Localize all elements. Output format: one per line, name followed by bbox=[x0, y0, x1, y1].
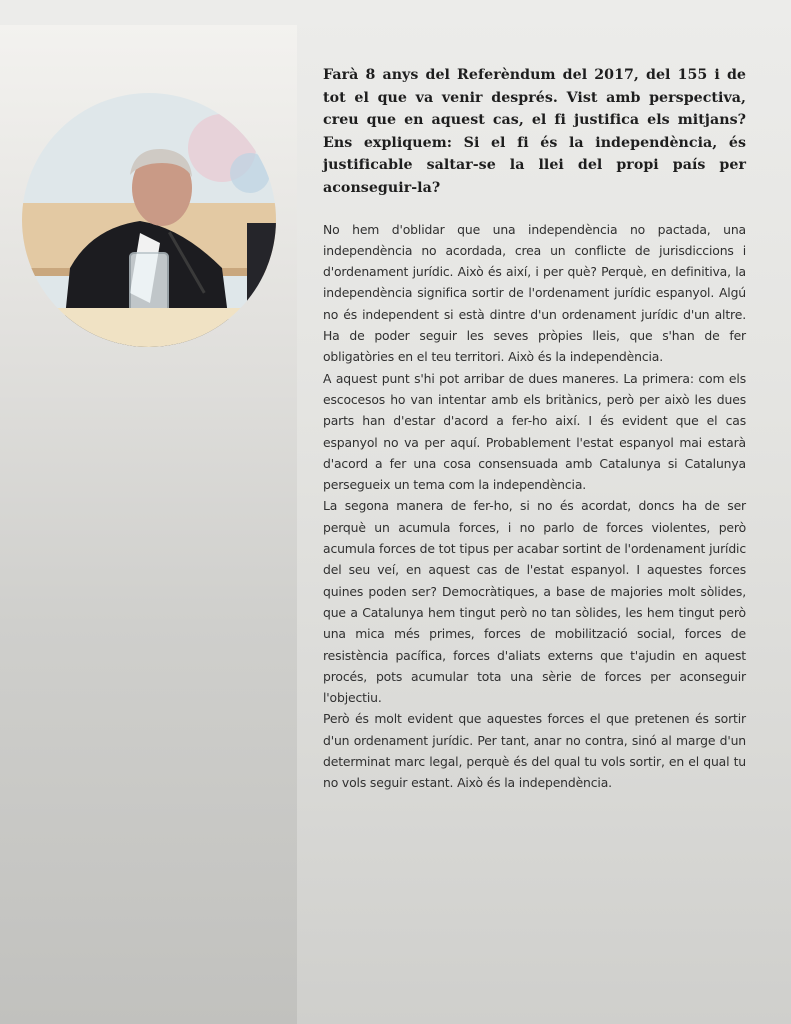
article-content bbox=[323, 64, 746, 794]
answer-paragraph: Però és molt evident que aquestes forces el que pretenen és sortir d'un ordenament jurídic. Per tant, anar no contra, sinó al marge d'un determinat marc legal, perquè és del qual tu vols sortir, en el qual tu no vols seguir estant. Això és la independència. bbox=[323, 711, 746, 791]
answer-paragraph: A aquest punt s'hi pot arribar de dues maneres. La primera: com els escocesos ho van intentar amb els britànics, però per això les dues parts han d'estar d'acord a fer-ho així. I és evident que el cas espanyol no va per aquí. Probablement l'estat espanyol mai estarà d'acord a fer una cosa consensuada amb Catalunya si Catalunya persegueix un tema com la independència. bbox=[323, 370, 746, 493]
answer-paragraph: No hem d'oblidar que una independència no pactada, una independència no acordada, crea un conflicte de jurisdiccions i d'ordenament jurídic. Això és així, i per què? Perquè, en definitiva, la independència significa sortir de l'ordenament jurídic espanyol. Algú no és independent si està dintre d'un ordenament jurídic d'un altre. Ha de poder seguir les seves pròpies lleis, que s'han de fer obligatòries en el teu territori. Això és la independència. bbox=[323, 221, 746, 365]
speaker-photo-icon bbox=[22, 93, 276, 347]
speaker-portrait bbox=[22, 93, 276, 347]
answer-paragraph: La segona manera de fer-ho, si no és acordat, doncs ha de ser perquè un acumula forces, i no parlo de forces violentes, però acumula forces de tot tipus per acabar sortint de l'ordenament jurídic del seu veí, en aquest cas de l'estat espanyol. I aquestes forces quines poden ser? Democràtiques, a base de majories molt sòlides, que a Catalunya hem tingut però no tan sòlides, les hem tingut però una mica més primes, forces de mobilització social, forces de resistència pacífica, forces d'aliats externs que t'ajudin en aquest procés, pots acumular tota una sèrie de forces per aconseguir l'objectiu. bbox=[323, 498, 746, 706]
interview-question: Farà 8 anys del Referèndum del 2017, del 155 i de tot el que va venir després. Vist amb perspectiva, creu que en aquest cas, el fi justifica els mitjans? Ens expliquem: Si el fi és la independència, és justificable saltar-se la llei del propi país per aconseguir-la? bbox=[323, 67, 746, 196]
side-panel bbox=[0, 25, 297, 1024]
